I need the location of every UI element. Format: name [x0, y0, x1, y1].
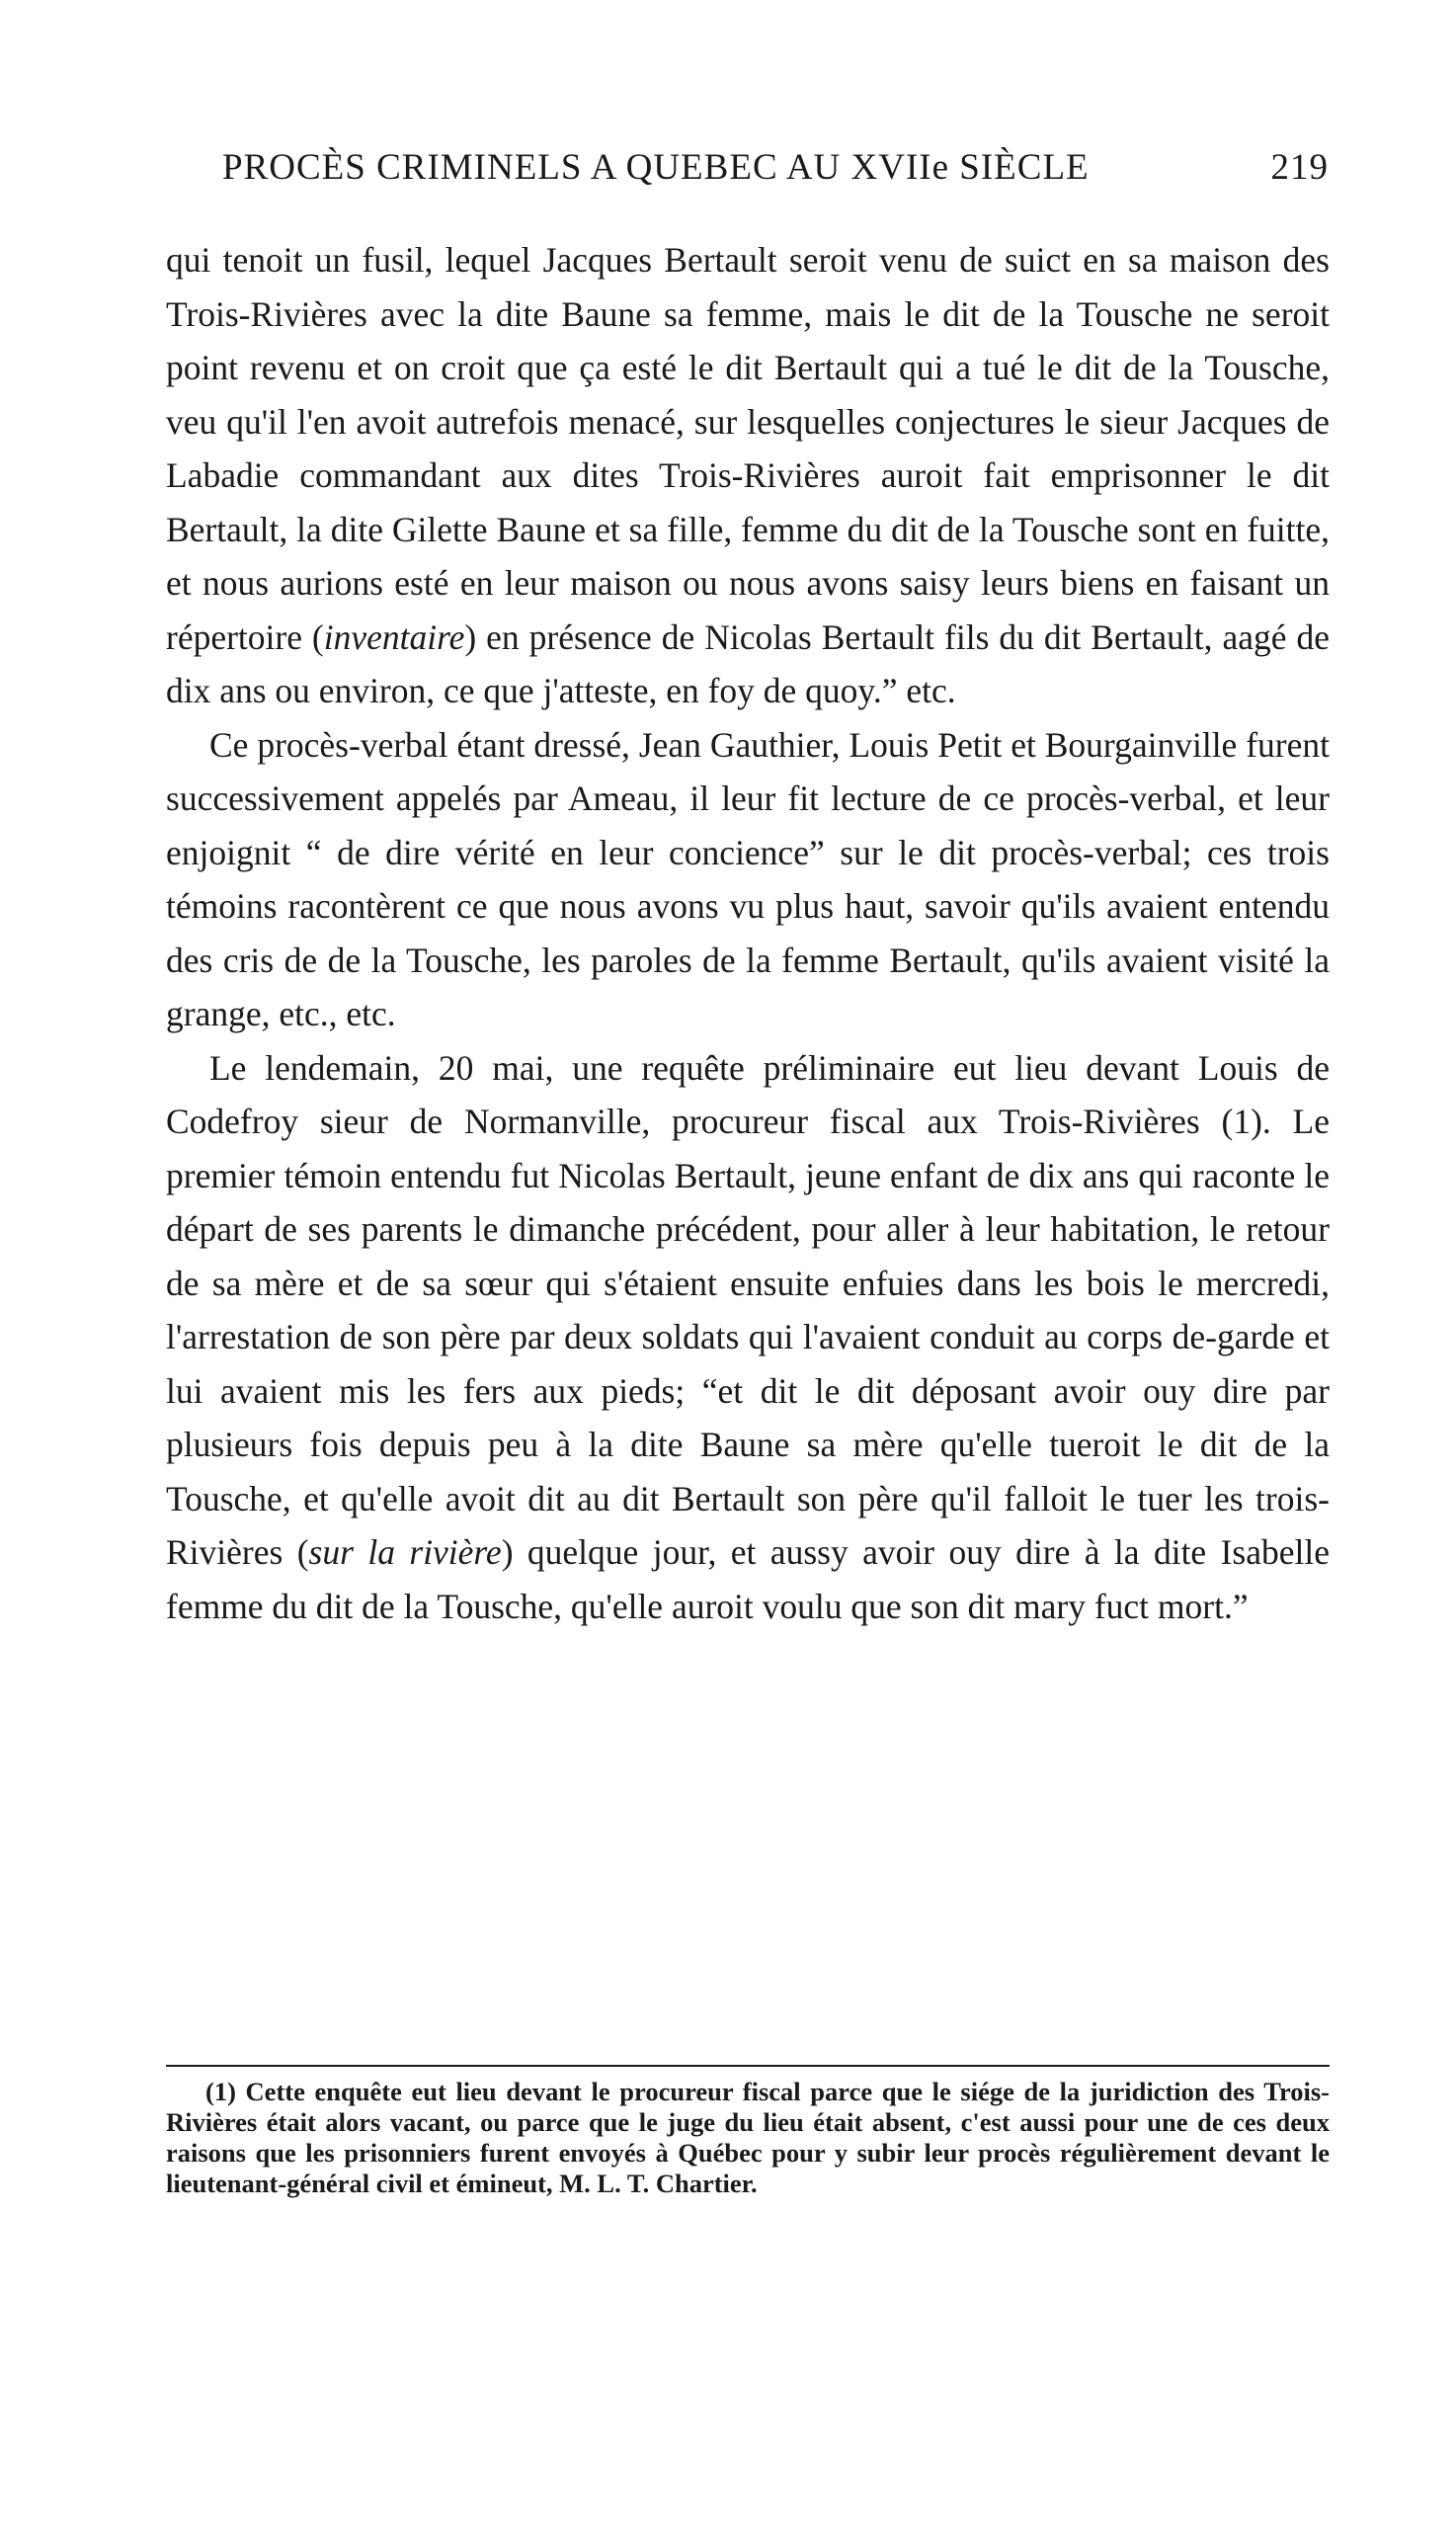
footnote [166, 2077, 1330, 2199]
paragraph-3-italic: sur la rivière [308, 1532, 502, 1572]
footnote-text: (1) Cette enquête eut lieu devant le procureur fiscal parce que le siége de la juridiction des Trois-Rivières était alors vacant, ou parce que le juge du lieu était absent, c'est aussi pour une de ces deux raisons que les prisonniers furent envoyés à Québec pour y subir leur procès régulièrement devant le lieutenant-général civil et émineut, M. L. T. Chartier. [166, 2077, 1330, 2198]
page-number: 219 [1270, 147, 1329, 188]
paragraph-1 [166, 233, 1330, 718]
footnote-divider [166, 2065, 1330, 2067]
paragraph-2 [166, 718, 1330, 1041]
paragraph-3-text-a: Le lendemain, 20 mai, une requête préliminaire eut lieu devant Louis de Codefroy sieur de Normanville, procureur fiscal aux Trois-Rivières (1). Le premier témoin entendu fut Nicolas Bertault, jeune enfant de dix ans qui raconte le départ de ses parents le dimanche précédent, pour aller à leur habitation, le retour de sa mère et de sa sœur qui s'étaient ensuite enfuies dans les bois le mercredi, l'arrestation de son père par deux soldats qui l'avaient conduit au corps de-garde et lui avaient mis les fers aux pieds; “et dit le dit déposant avoir ouy dire par plusieurs fois depuis peu à la dite Baune sa mère qu'elle tueroit le dit de la Tousche, et qu'elle avoit dit au dit Bertault son père qu'il falloit le tuer les trois-Rivières ( [166, 1047, 1330, 1572]
paragraph-1-italic: inventaire [323, 616, 465, 657]
running-title: PROCÈS CRIMINELS A QUEBEC AU XVIIe SIÈCLE [222, 147, 1090, 188]
paragraph-2-text: Ce procès-verbal étant dressé, Jean Gauthier, Louis Petit et Bourgainville furent successivement appelés par Ameau, il leur fit lecture de ce procès-verbal, et leur enjoignit “ de dire vérité en leur concience” sur le dit procès-verbal; ces trois témoins racontèrent ce que nous avons vu plus haut, savoir qu'ils avaient entendu des cris de de la Tousche, les paroles de la femme Bertault, qu'ils avaient visité la grange, etc., etc. [166, 724, 1330, 1033]
paragraph-1-text-b: ) en présence de Nicolas Bertault fils du dit Bertault, aagé de dix ans ou environ, ce que j'atteste, en foy de quoy.” etc. [166, 616, 1330, 710]
paragraph-3 [166, 1041, 1330, 1634]
body-text [166, 233, 1330, 1633]
paragraph-1-text-a: qui tenoit un fusil, lequel Jacques Bertault seroit venu de suict en sa maison des Trois-Rivières avec la dite Baune sa femme, mais le dit de la Tousche ne seroit point revenu et on croit que ça esté le dit Bertault qui a tué le dit de la Tousche, veu qu'il l'en avoit autrefois menacé, sur lesquelles conjectures le sieur Jacques de Labadie commandant aux dites Trois-Rivières auroit fait emprisonner le dit Bertault, la dite Gilette Baune et sa fille, femme du dit de la Tousche sont en fuitte, et nous aurions esté en leur maison ou nous avons saisy leurs biens en faisant un répertoire ( [166, 240, 1330, 657]
paragraph-3-text-b: ) quelque jour, et aussy avoir ouy dire à la dite Isabelle femme du dit de la Tousche, qu'elle auroit voulu que son dit mary fuct mort.” [166, 1532, 1330, 1626]
